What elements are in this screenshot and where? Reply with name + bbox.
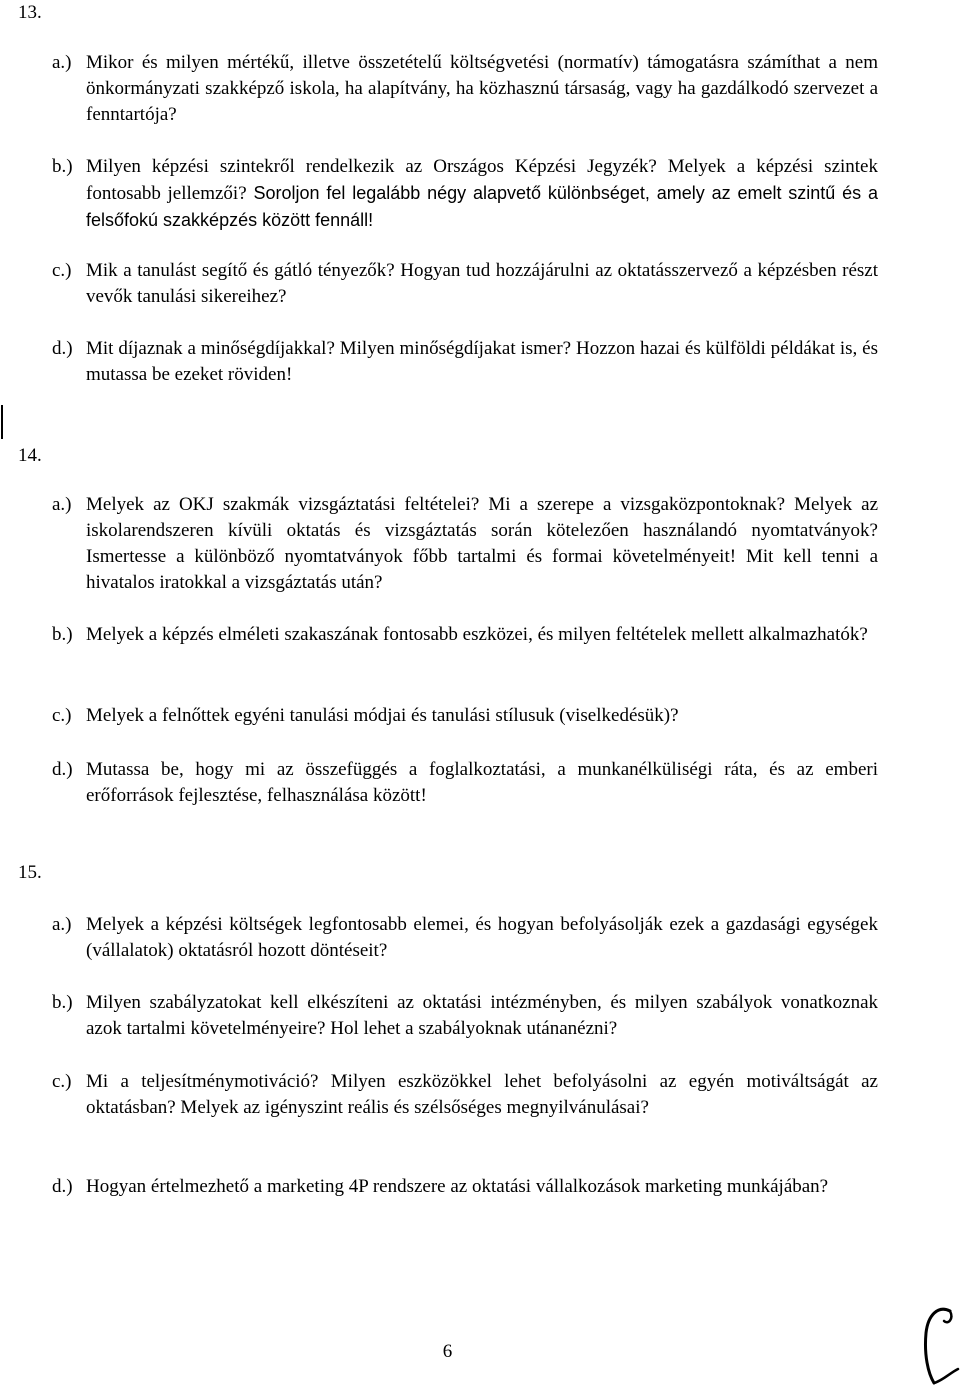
section-number-13: 13. bbox=[18, 2, 42, 23]
question-text bbox=[86, 154, 878, 234]
question-text-sans: Soroljon fel legalább négy alapvető különbséget, amely az emelt szintű és a felsőfokú szakképzés között fennáll! bbox=[86, 183, 879, 230]
question-14b bbox=[52, 622, 878, 648]
question-14d bbox=[52, 757, 878, 809]
question-text: Melyek a képzés elméleti szakaszának fontosabb eszközei, és milyen feltételek mellett alkalmazhatók? bbox=[86, 624, 868, 645]
question-letter: b.) bbox=[52, 156, 73, 177]
question-letter: d.) bbox=[52, 759, 73, 780]
question-text-serif: Milyen képzési szintekről rendelkezik az Országos Képzési Jegyzék? Melyek a képzési szintek fontosabb jellemzői? bbox=[86, 156, 878, 204]
question-letter: a.) bbox=[52, 52, 72, 73]
question-text: Mi a teljesítménymotiváció? Milyen eszközökkel lehet befolyásolni az egyén motiváltságát az oktatásban? Melyek az igényszint reális és szélsőséges megnyilvánulásai? bbox=[86, 1071, 878, 1118]
question-letter: c.) bbox=[52, 1071, 72, 1092]
question-letter: d.) bbox=[52, 1176, 73, 1197]
question-14a bbox=[52, 492, 878, 596]
question-text: Melyek a képzési költségek legfontosabb elemei, és hogyan befolyásolják ezek a gazdasági egységek (vállalatok) oktatásról hozott döntéseit? bbox=[86, 914, 878, 961]
question-letter: b.) bbox=[52, 992, 73, 1013]
question-letter: d.) bbox=[52, 338, 73, 359]
section-number-15: 15. bbox=[18, 862, 42, 883]
question-letter: c.) bbox=[52, 705, 72, 726]
corner-scan-mark-icon bbox=[920, 1303, 960, 1385]
question-text: Mutassa be, hogy mi az összefüggés a foglalkoztatási, a munkanélküliségi ráta, és az emberi erőforrások fejlesztése, felhasználása között! bbox=[86, 759, 878, 806]
question-letter: c.) bbox=[52, 260, 72, 281]
question-13a bbox=[52, 50, 878, 128]
question-15b bbox=[52, 990, 878, 1042]
question-text: Melyek az OKJ szakmák vizsgáztatási feltételei? Mi a szerepe a vizsgaközpontoknak? Melyek az iskolarendszeren kívüli oktatás és vizsgáztatás során kötelezően használandó nyomtatványok? Ismertesse a különböző nyomtatványok főbb tartalmi és formai követelményeit! Mit kell tenni a hivatalos iratokkal a vizsgáztatás után? bbox=[86, 494, 878, 593]
page-number: 6 bbox=[442, 1341, 453, 1362]
question-text: Mik a tanulást segítő és gátló tényezők? Hogyan tud hozzájárulni az oktatásszervező a képzésben részt vevők tanulási sikereihez? bbox=[86, 260, 878, 307]
question-letter: b.) bbox=[52, 624, 73, 645]
question-15a bbox=[52, 912, 878, 964]
question-text: Hogyan értelmezhető a marketing 4P rendszere az oktatási vállalkozások marketing munkájában? bbox=[86, 1176, 829, 1197]
question-13c bbox=[52, 258, 878, 310]
question-letter: a.) bbox=[52, 914, 72, 935]
question-text: Mit díjaznak a minőségdíjakkal? Milyen minőségdíjakat ismer? Hozzon hazai és külföldi példákat is, és mutassa be ezeket röviden! bbox=[86, 338, 878, 385]
question-13b bbox=[52, 154, 878, 234]
question-15d bbox=[52, 1174, 878, 1200]
margin-change-bar bbox=[0, 405, 6, 439]
question-15c bbox=[52, 1069, 878, 1121]
question-14c bbox=[52, 703, 878, 729]
question-text: Mikor és milyen mértékű, illetve összetételű költségvetési (normatív) támogatásra számíthat a nem önkormányzati szakképző iskola, ha alapítvány, ha közhasznú társaság, vagy ha gazdálkodó szervezet a fenntartója? bbox=[86, 52, 878, 125]
section-number-14: 14. bbox=[18, 445, 42, 466]
question-text: Melyek a felnőttek egyéni tanulási módjai és tanulási stílusuk (viselkedésük)? bbox=[86, 705, 679, 726]
question-13d bbox=[52, 336, 878, 388]
question-letter: a.) bbox=[52, 494, 72, 515]
question-text: Milyen szabályzatokat kell elkészíteni az oktatási intézményben, és milyen szabályok vonatkoznak azok tartalmi követelményeire? Hol lehet a szabályoknak utánanézni? bbox=[86, 992, 878, 1039]
